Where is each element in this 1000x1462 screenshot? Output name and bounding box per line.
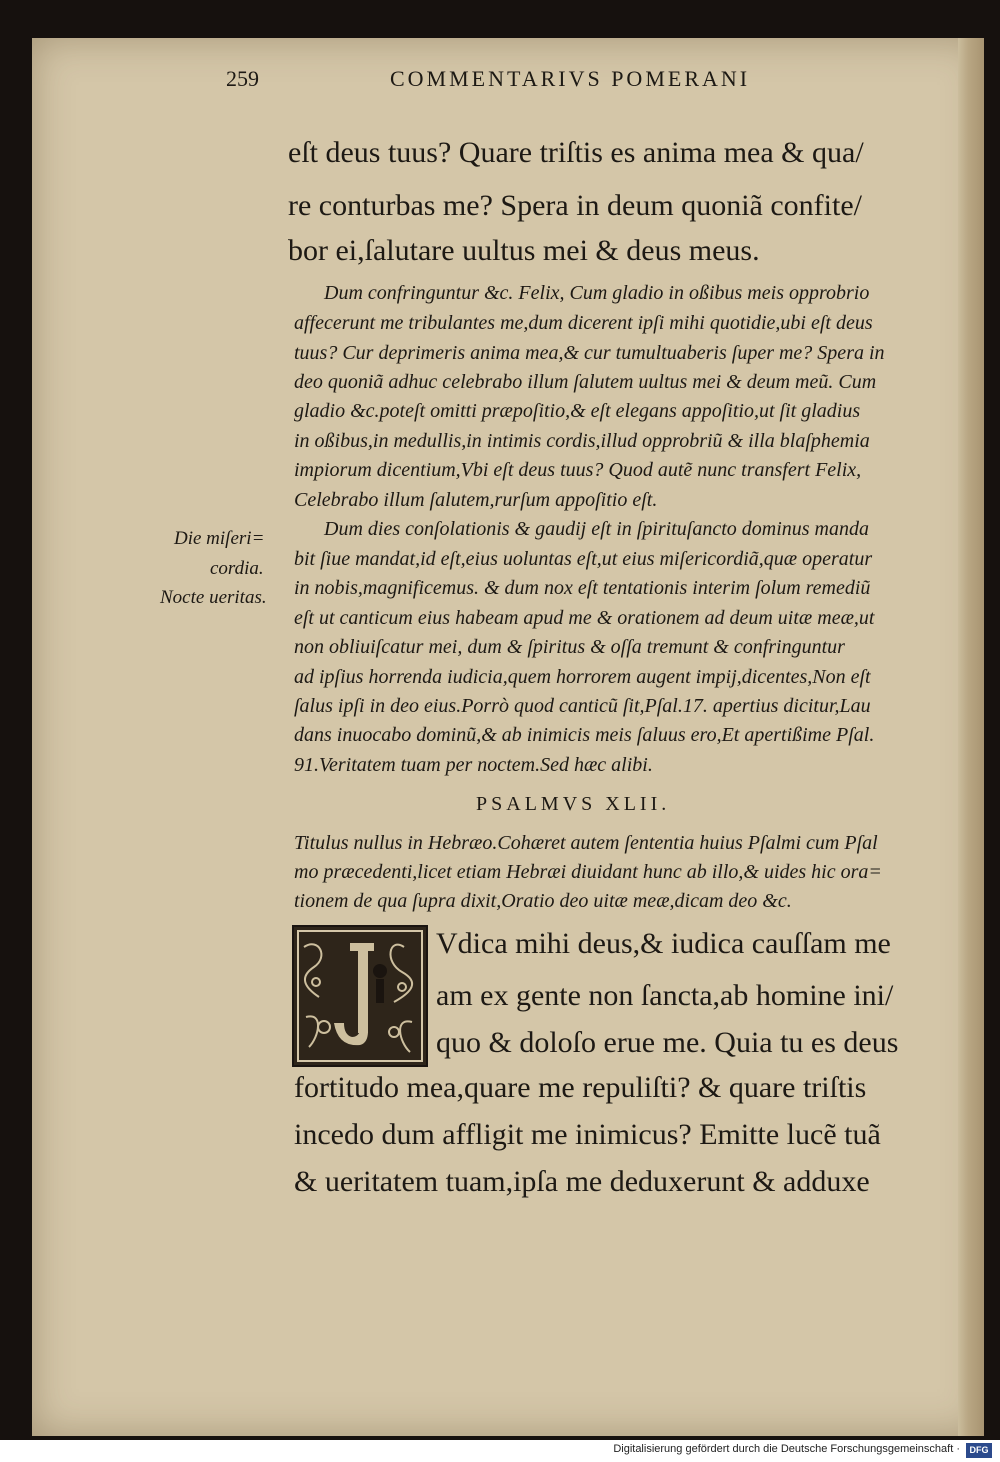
commentary-1-line-2: affecerunt me tribulantes me,dum dicerent ipſi mihi quotidie,ubi eſt deus <box>294 312 873 334</box>
decorated-initial-icon <box>292 925 428 1067</box>
dfg-logo-icon[interactable]: DFG <box>966 1443 992 1458</box>
title-note-line-3: tionem de qua ſupra dixit,Oratio deo uitæ meæ,dicam deo &c. <box>294 890 792 912</box>
title-note-line-2: mo præcedenti,licet etiam Hebræi diuidant hunc ab illo,& uides hic ora= <box>294 861 882 883</box>
commentary-2-line-8: dans inuocabo dominũ,& ab inimicis meis ſaluus ero,Et apertißime Pſal. <box>294 724 875 746</box>
commentary-2-line-6: ad ipſius horrenda iudicia,quem horrorem augent impij,dicentes,Non eſt <box>294 666 871 688</box>
body-line-top-2: re conturbas me? Spera in deum quoniã confite/ <box>288 189 862 222</box>
marginal-note-1: Die miſeri= <box>174 528 265 549</box>
header-title: COMMENTARIVS POMERANI <box>390 66 751 91</box>
body-line-top-1: eſt deus tuus? Quare triſtis es anima mea & qua/ <box>288 136 864 169</box>
marginal-note-3: Nocte ueritas. <box>160 587 267 608</box>
commentary-2-line-7: ſalus ipſi in deo eius.Porrò quod canticũ ſit,Pſal.17. apertius dicitur,Lau <box>294 695 871 717</box>
marginal-note-2: cordia. <box>210 558 264 579</box>
psalm-line-5: incedo dum affligit me inimicus? Emitte lucẽ tuã <box>294 1118 881 1151</box>
commentary-1-line-5: gladio &c.poteſt omitti præpoſitio,& eſt elegans appoſitio,ut ſit gladius <box>294 400 861 422</box>
psalm-line-2: am ex gente non ſancta,ab homine ini/ <box>436 979 894 1012</box>
page-number: 259 <box>226 66 259 91</box>
commentary-2-line-9: 91.Veritatem tuam per noctem.Sed hæc alibi. <box>294 754 653 776</box>
commentary-1-line-6: in oßibus,in medullis,in intimis cordis,illud opprobriũ & illa blaſphemia <box>294 430 870 452</box>
footer-credit: Digitalisierung gefördert durch die Deutsche Forschungsgemeinschaft · <box>613 1443 960 1455</box>
page-edge <box>958 38 984 1436</box>
commentary-2-line-4: eſt ut canticum eius habeam apud me & orationem ad deum uitæ meæ,ut <box>294 607 875 629</box>
commentary-1-line-1: Dum confringuntur &c. Felix, Cum gladio in oßibus meis opprobrio <box>324 282 870 304</box>
body-line-top-3: bor ei,ſalutare uultus mei & deus meus. <box>288 234 760 267</box>
commentary-2-line-5: non obliuiſcatur mei, dum & ſpiritus & oſſa tremunt & confringuntur <box>294 636 845 658</box>
commentary-1-line-4: deo quoniã adhuc celebrabo illum ſalutem uultus mei & deum meũ. Cum <box>294 371 877 393</box>
commentary-1-line-8: Celebrabo illum ſalutem,rurſum appoſitio eſt. <box>294 489 658 511</box>
running-head <box>226 66 796 96</box>
psalm-line-6: & ueritatem tuam,ipſa me deduxerunt & adduxe <box>294 1165 870 1198</box>
commentary-2-line-1: Dum dies conſolationis & gaudij eſt in ſpirituſancto dominus manda <box>324 518 869 540</box>
psalm-line-3: quo & doloſo erue me. Quia tu es deus <box>436 1026 899 1059</box>
psalm-line-1: Vdica mihi deus,& iudica cauſſam me <box>436 927 891 960</box>
commentary-1-line-7: impiorum dicentium,Vbi eſt deus tuus? Quod autẽ nunc transfert Felix, <box>294 459 862 481</box>
commentary-2-line-3: in nobis,magnificemus. & dum nox eſt tentationis interim ſolum remediũ <box>294 577 871 599</box>
commentary-1-line-3: tuus? Cur deprimeris anima mea,& cur tumultuaberis ſuper me? Spera in <box>294 342 885 364</box>
psalm-line-4: fortitudo mea,quare me repuliſti? & quare triſtis <box>294 1071 867 1104</box>
commentary-2-line-2: bit ſiue mandat,id eſt,eius uoluntas eſt,ut eius miſericordiã,quæ operatur <box>294 548 873 570</box>
psalm-heading: PSALMVS XLII. <box>476 793 671 815</box>
title-note-line-1: Titulus nullus in Hebræo.Cohæret autem ſententia huius Pſalmi cum Pſal <box>294 832 878 854</box>
footer-bar <box>0 1440 1000 1462</box>
